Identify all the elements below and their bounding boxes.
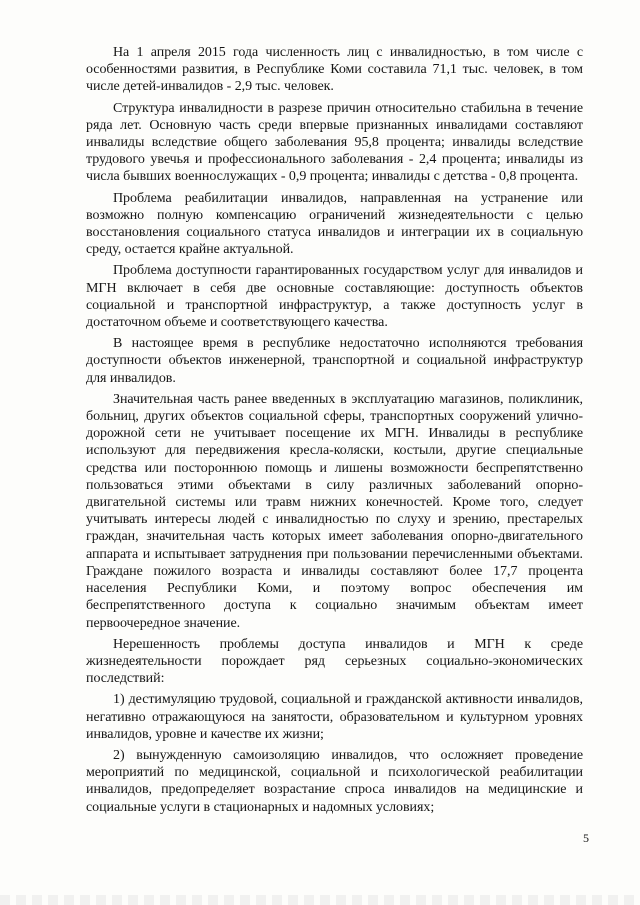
list-item-self-isolation: 2) вынужденную самоизоляцию инвалидов, что осложняет проведение мероприятий по медицинской, социальной и психологической реабилитации инвалидов, предопределяет возрастание спроса инвалидов на медицинские и социальные услуги в стационарных и надомных условиях; <box>86 747 583 815</box>
document-body <box>86 44 583 820</box>
paragraph-rehabilitation-problem: Проблема реабилитации инвалидов, направленная на устранение или возможно полную компенсацию ограничений жизнедеятельности с целью восстановления социального статуса инвалидов и интеграции их в социальную среду, остается крайне актуальной. <box>86 190 583 258</box>
scan-edge-artifact <box>0 895 640 905</box>
paragraph-social-objects: Значительная часть ранее введенных в эксплуатацию магазинов, поликлиник, больниц, других объектов социальной сферы, транспортных сооружений улично-дорожной сети не учитывает посещение их МГН. Инвалиды в республике используют для передвижения кресла-коляски, костыли, другие специальные средства или постороннюю помощь и лишены возможности беспрепятственно пользоваться этими объектами в силу различных заболеваний опорно-двигательной системы или травм нижних конечностей. Кроме того, следует учитывать интересы людей с инвалидностью по слуху и зрению, престарелых граждан, значительная часть которых имеет заболевания опорно-двигательного аппарата и испытывает затруднения при пользовании перечисленными объектами. Граждане пожилого возраста и инвалиды составляют более 17,7 процента населения Республики Коми, и поэтому вопрос обеспечения им беспрепятственного доступа к социально значимым объектам имеет первоочередное значение. <box>86 391 583 631</box>
list-item-destimulation: 1) дестимуляцию трудовой, социальной и гражданской активности инвалидов, негативно отражающуюся на занятости, образовательном и культурном уровнях инвалидов, уровне и качестве их жизни; <box>86 692 583 742</box>
paragraph-infrastructure-requirements: В настоящее время в республике недостаточно исполняются требования доступности объектов инженерной, транспортной и социальной инфраструктур для инвалидов. <box>86 336 583 386</box>
paragraph-service-accessibility: Проблема доступности гарантированных государством услуг для инвалидов и МГН включает в себя две основные составляющие: доступность объектов социальной и транспортной инфраструктур, а также доступность услуг в достаточном объеме и соответствующего качества. <box>86 263 583 331</box>
paragraph-consequences-intro: Нерешенность проблемы доступа инвалидов и МГН к среде жизнедеятельности порождает ряд серьезных социально-экономических последствий: <box>86 636 583 687</box>
paragraph-disability-count: На 1 апреля 2015 года численность лиц с инвалидностью, в том числе с особенностями развития, в Республике Коми составила 71,1 тыс. человек, в том числе детей-инвалидов - 2,9 тыс. человек. <box>86 45 583 95</box>
page-number: 5 <box>583 831 589 845</box>
paragraph-disability-structure: Структура инвалидности в разрезе причин относительно стабильна в течение ряда лет. Основную часть среди впервые признанных инвалидами составляют инвалиды вследствие общего заболевания 95,8 процента; инвалиды вследствие трудового увечья и профессионального заболевания - 2,4 процента; инвалиды из числа бывших военнослужащих - 0,9 процента; инвалиды с детства - 0,8 процента. <box>86 100 583 185</box>
